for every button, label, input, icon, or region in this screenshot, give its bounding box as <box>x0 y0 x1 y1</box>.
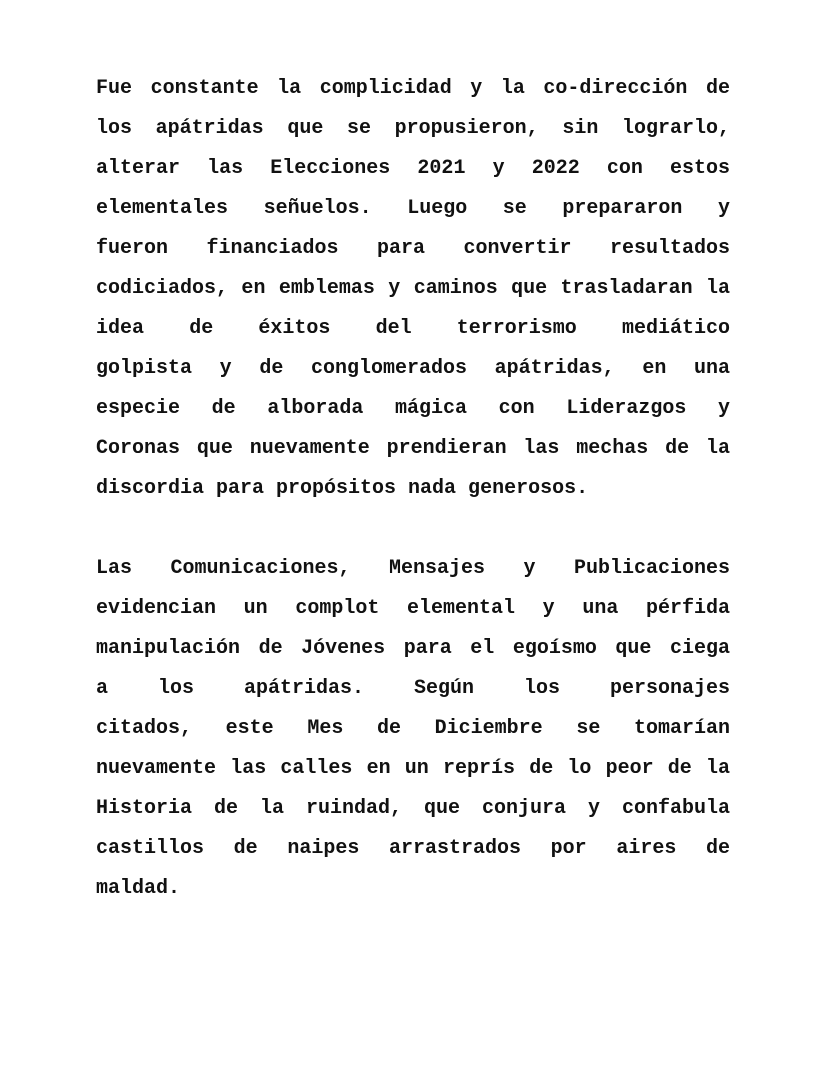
text-line: elementales señuelos. Luego se prepararon y <box>96 197 730 220</box>
text-line: castillos de naipes arrastrados por aires de <box>96 837 730 860</box>
text-line: Las Comunicaciones, Mensajes y Publicaciones <box>96 557 730 580</box>
paragraph <box>96 69 730 509</box>
text-line: discordia para propósitos nada generosos. <box>96 477 589 500</box>
text-line: los apátridas que se propusieron, sin lograrlo, <box>96 117 730 140</box>
text-line: fueron financiados para convertir resultados <box>96 237 730 260</box>
text-line: alterar las Elecciones 2021 y 2022 con estos <box>96 157 730 180</box>
text-line: especie de alborada mágica con Liderazgos y <box>96 397 730 420</box>
text-line: evidencian un complot elemental y una pérfida <box>96 597 730 620</box>
text-line: citados, este Mes de Diciembre se tomarían <box>96 717 730 740</box>
text-line: manipulación de Jóvenes para el egoísmo que ciega <box>96 637 730 660</box>
text-line: a los apátridas. Según los personajes <box>96 677 730 700</box>
text-line: golpista y de conglomerados apátridas, en una <box>96 357 730 380</box>
text-line: idea de éxitos del terrorismo mediático <box>96 317 730 340</box>
paragraph <box>96 549 730 909</box>
document-page <box>96 69 730 949</box>
text-line: nuevamente las calles en un reprís de lo peor de la <box>96 757 730 780</box>
text-line: codiciados, en emblemas y caminos que trasladaran la <box>96 277 730 300</box>
text-line: Historia de la ruindad, que conjura y confabula <box>96 797 730 820</box>
text-line: maldad. <box>96 877 181 900</box>
text-line: Coronas que nuevamente prendieran las mechas de la <box>96 437 730 460</box>
text-line: Fue constante la complicidad y la co-dirección de <box>96 77 730 100</box>
